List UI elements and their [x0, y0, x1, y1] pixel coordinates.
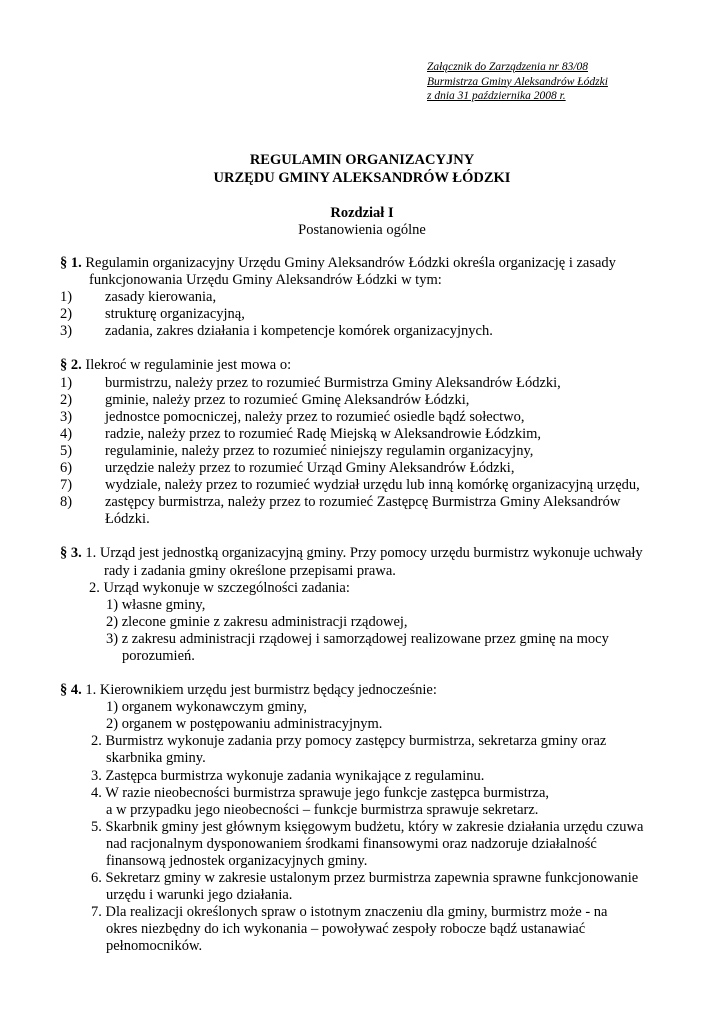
list-item: 6) urzędzie należy przez to rozumieć Urząd Gminy Aleksandrów Łódzki,	[60, 460, 515, 477]
section-1-intro-cont: funkcjonowania Urzędu Gminy Aleksandrów Łódzki w tym:	[89, 272, 442, 289]
chapter-subtitle: Postanowienia ogólne	[298, 222, 426, 238]
section-1-mark: § 1.	[60, 255, 82, 271]
annex-note	[427, 60, 608, 104]
section-4-point-5: 5. Skarbnik gminy jest głównym księgowym budżetu, który w zakresie działania urzędu czuwa	[91, 818, 644, 835]
section-3-point-2: 2. Urząd wykonuje w szczególności zadania:	[89, 579, 350, 596]
section-4-point-1: § 4. 1. Kierownikiem urzędu jest burmistrz będący jednocześnie:	[60, 682, 437, 699]
section-4-mark: § 4.	[60, 682, 82, 699]
list-item: 8) zastępcy burmistrza, należy przez to rozumieć Zastępcę Burmistrza Gminy Aleksandrów	[60, 494, 621, 511]
list-item: 3) zadania, zakres działania i kompetencje komórek organizacyjnych.	[60, 323, 493, 340]
section-3-point-1: § 3. 1. Urząd jest jednostką organizacyjną gminy. Przy pomocy urzędu burmistrz wykonuje uchwały	[60, 545, 643, 562]
list-item: 2) strukturę organizacyjną,	[60, 306, 245, 323]
list-item: 3) z zakresu administracji rządowej i samorządowej realizowane przez gminę na mocy	[106, 630, 609, 647]
list-item: 5) regulaminie, należy przez to rozumieć niniejszy regulamin organizacyjny,	[60, 442, 534, 459]
section-4-point-7: 7. Dla realizacji określonych spraw o istotnym znaczeniu dla gminy, burmistrz może - na	[91, 904, 608, 921]
section-4-point-7-cont: pełnomocników.	[106, 938, 203, 955]
list-item: 3) jednostce pomocniczej, należy przez to rozumieć osiedle bądź sołectwo,	[60, 408, 525, 425]
annex-line-1: Załącznik do Zarządzenia nr 83/08	[427, 61, 589, 73]
section-1	[60, 255, 660, 340]
chapter-heading: Rozdział I	[330, 205, 394, 221]
annex-line-3: z dnia 31 października 2008 r.	[427, 90, 566, 102]
section-4-point-2-cont: skarbnika gminy.	[106, 750, 206, 767]
list-item-cont: porozumień.	[122, 647, 195, 664]
list-item: 2) organem w postępowaniu administracyjnym.	[106, 716, 383, 733]
section-4-point-4-cont: a w przypadku jego nieobecności – funkcje burmistrza sprawuje sekretarz.	[106, 801, 539, 818]
list-item: 2) zlecone gminie z zakresu administracji rządowej,	[106, 613, 408, 630]
section-4-point-6: 6. Sekretarz gminy w zakresie ustalonym przez burmistrza zapewnia sprawne funkcjonowanie	[91, 870, 639, 887]
list-item: 4) radzie, należy przez to rozumieć Radę Miejską w Aleksandrowie Łódzkim,	[60, 425, 542, 442]
section-3	[60, 545, 660, 665]
section-4-point-4: 4. W razie nieobecności burmistrza sprawuje jego funkcje zastępca burmistrza,	[91, 784, 550, 801]
section-2	[60, 357, 660, 528]
section-1-intro: § 1. Regulamin organizacyjny Urzędu Gminy Aleksandrów Łódzki określa organizację i zasady	[60, 255, 616, 271]
list-item: 1) burmistrzu, należy przez to rozumieć Burmistrza Gminy Aleksandrów Łódzki,	[60, 374, 561, 391]
section-3-mark: § 3.	[60, 545, 82, 562]
document-body	[60, 255, 660, 973]
section-4	[60, 682, 660, 956]
section-3-point-1-cont: rady i zadania gminy określone przepisami prawa.	[104, 562, 396, 579]
list-item: 1) zasady kierowania,	[60, 289, 217, 306]
list-item: 1) własne gminy,	[106, 596, 206, 613]
section-4-point-5-cont: finansową jednostek organizacyjnych gminy.	[106, 853, 368, 869]
section-2-intro: § 2. Ilekroć w regulaminie jest mowa o:	[60, 357, 292, 374]
section-4-point-5-cont: nad racjonalnym dysponowaniem środkami finansowymi oraz nadzoruje działalność	[106, 835, 597, 852]
annex-line-2: Burmistrza Gminy Aleksandrów Łódzki	[427, 75, 608, 88]
list-item-cont: Łódzki.	[105, 511, 150, 528]
list-item: 7) wydziale, należy przez to rozumieć wydział urzędu lub inną komórkę organizacyjną urzędu,	[60, 477, 640, 494]
document-title-line-2: URZĘDU GMINY ALEKSANDRÓW ŁÓDZKI	[213, 170, 511, 186]
document-title-line-1: REGULAMIN ORGANIZACYJNY	[249, 152, 475, 168]
section-4-point-3: 3. Zastępca burmistrza wykonuje zadania wynikające z regulaminu.	[91, 767, 485, 784]
section-2-mark: § 2.	[60, 357, 82, 374]
section-4-point-2: 2. Burmistrz wykonuje zadania przy pomocy zastępcy burmistrza, sekretarza gminy oraz	[91, 733, 607, 750]
section-4-point-6-cont: urzędu i warunki jego działania.	[106, 887, 293, 904]
section-4-point-7-cont: okres niezbędny do ich wykonania – powoływać zespoły robocze bądź ustanawiać	[106, 921, 586, 938]
list-item: 2) gminie, należy przez to rozumieć Gminę Aleksandrów Łódzki,	[60, 391, 470, 408]
list-item: 1) organem wykonawczym gminy,	[106, 699, 307, 716]
